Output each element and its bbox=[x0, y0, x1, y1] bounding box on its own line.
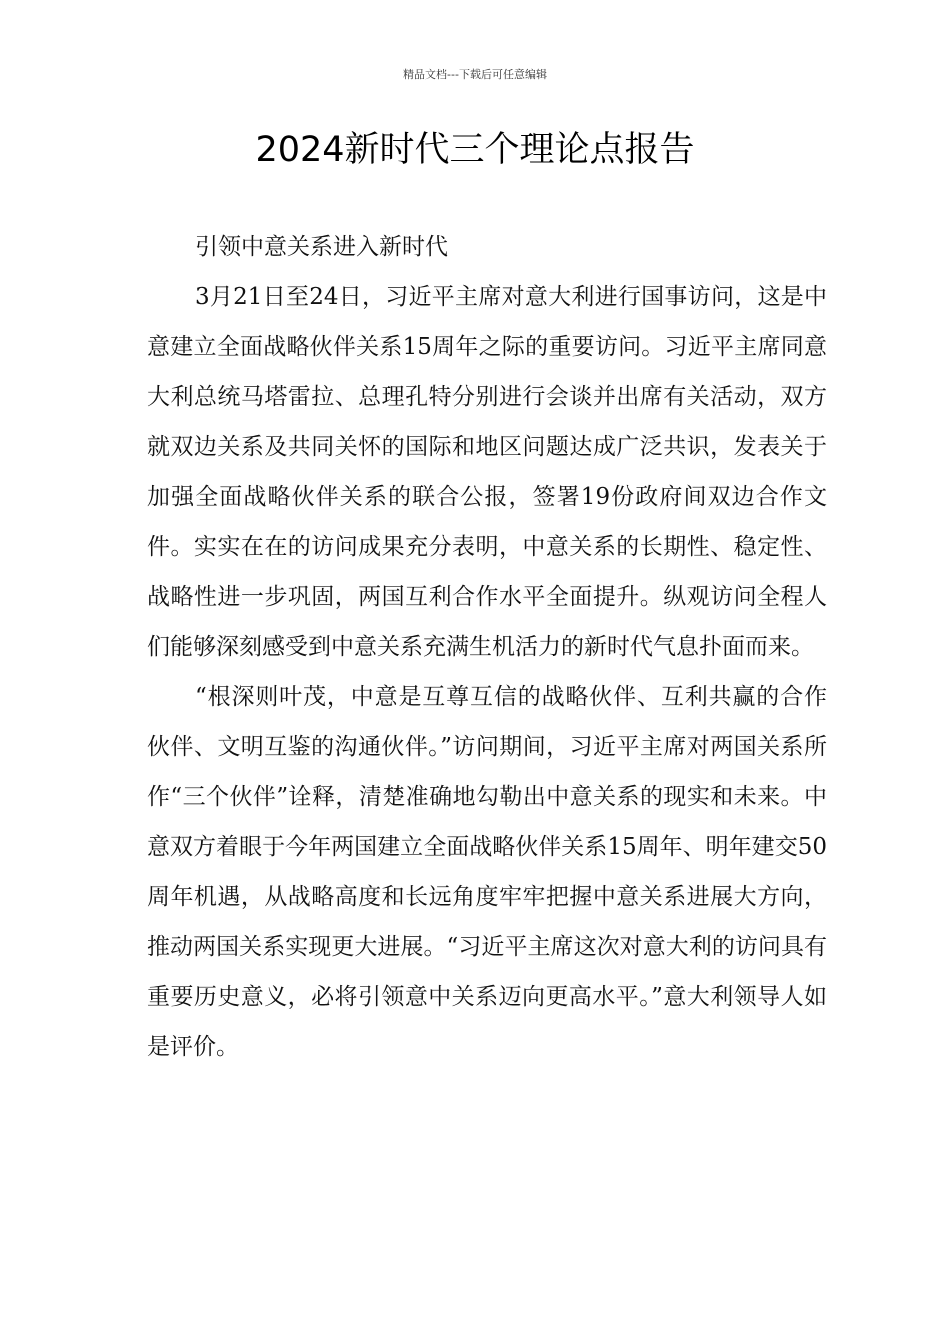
body-paragraph-1: 3月21日至24日，习近平主席对意大利进行国事访问，这是中意建立全面战略伙伴关系15周年之际的重要访问。习近平主席同意大利总统马塔雷拉、总理孔特分别进行会谈并出席有关活动，双方就双边关系及共同关怀的国际和地区问题达成广泛共识，发表关于加强全面战略伙伴关系的联合公报，签署19份政府间双边合作文件。实实在在的访问成果充分表明，中意关系的长期性、稳定性、战略性进一步巩固，两国互利合作水平全面提升。纵观访问全程人们能够深刻感受到中意关系充满生机活力的新时代气息扑面而来。 bbox=[147, 284, 827, 660]
document-body bbox=[147, 222, 827, 1072]
page-header-note: 精品文档---下载后可任意编辑 bbox=[403, 68, 547, 81]
body-paragraph-2: “根深则叶茂，中意是互尊互信的战略伙伴、互利共赢的合作伙伴、文明互鉴的沟通伙伴。”访问期间，习近平主席对两国关系所作“三个伙伴”诠释，清楚准确地勾勒出中意关系的现实和未来。中意双方着眼于今年两国建立全面战略伙伴关系15周年、明年建交50周年机遇，从战略高度和长远角度牢牢把握中意关系进展大方向，推动两国关系实现更大进展。“习近平主席这次对意大利的访问具有重要历史意义，必将引领意中关系迈向更高水平。”意大利领导人如是评价。 bbox=[147, 684, 827, 1060]
section-subheading: 引领中意关系进入新时代 bbox=[195, 234, 448, 260]
document-title: 2024新时代三个理论点报告 bbox=[255, 130, 695, 170]
